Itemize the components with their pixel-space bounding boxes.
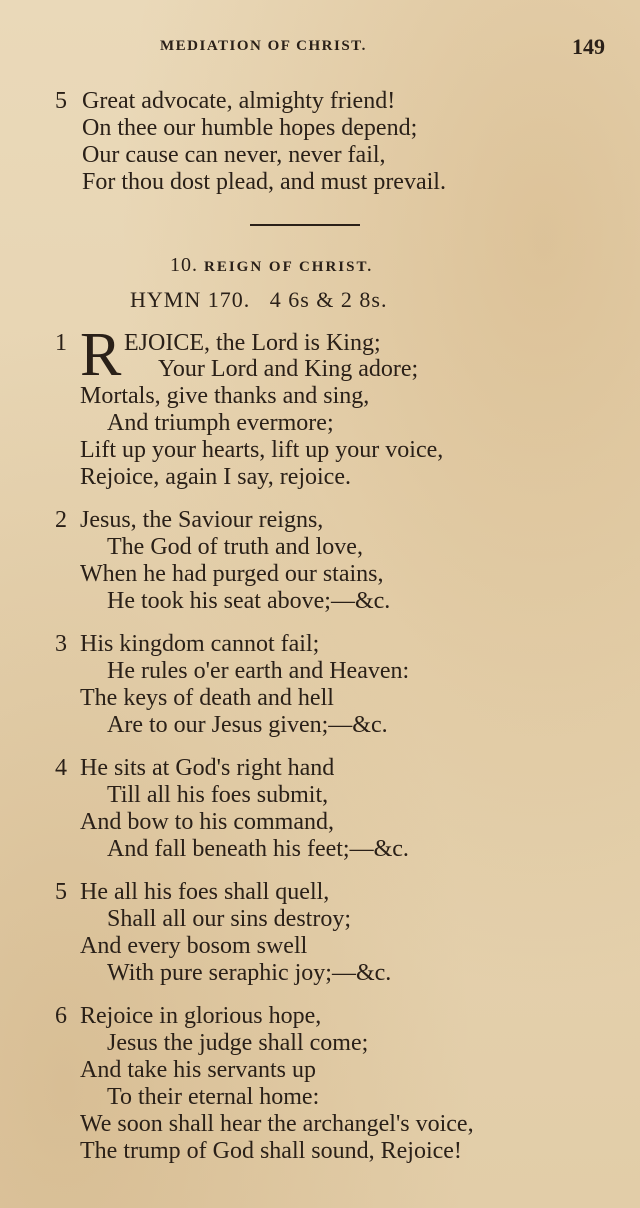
verse-line: And bow to his command, bbox=[80, 809, 334, 835]
section-number: 10. bbox=[170, 254, 198, 276]
stanza-number: 5 bbox=[55, 88, 67, 114]
verse-line: Great advocate, almighty friend! bbox=[82, 88, 396, 114]
verse-line: The trump of God shall sound, Rejoice! bbox=[80, 1138, 462, 1164]
verse-line: He sits at God's right hand bbox=[80, 755, 335, 781]
verse-line: He all his foes shall quell, bbox=[80, 879, 330, 905]
verse-line: He took his seat above;—&c. bbox=[107, 588, 391, 614]
section-title: REIGN OF CHRIST. bbox=[204, 259, 374, 275]
verse-line: Our cause can never, never fail, bbox=[82, 142, 386, 168]
stanza-number: 2 bbox=[55, 507, 67, 533]
verse-line: Jesus the judge shall come; bbox=[107, 1030, 369, 1056]
stanza-number: 3 bbox=[55, 631, 67, 657]
running-header: MEDIATION OF CHRIST. bbox=[160, 38, 367, 54]
verse-line: Rejoice in glorious hope, bbox=[80, 1003, 322, 1029]
verse-line: The God of truth and love, bbox=[107, 534, 363, 560]
verse-line: Mortals, give thanks and sing, bbox=[80, 383, 370, 409]
verse-line: Rejoice, again I say, rejoice. bbox=[80, 464, 351, 490]
verse-line: To their eternal home: bbox=[107, 1084, 320, 1110]
verse-line: And every bosom swell bbox=[80, 933, 308, 959]
hymn-heading bbox=[130, 287, 387, 313]
verse-line: EJOICE, the Lord is King; bbox=[124, 330, 381, 356]
stanza-number: 6 bbox=[55, 1003, 67, 1029]
verse-line: With pure seraphic joy;—&c. bbox=[107, 960, 392, 986]
verse-line: When he had purged our stains, bbox=[80, 561, 384, 587]
page-number: 149 bbox=[572, 34, 605, 59]
verse-line: Till all his foes submit, bbox=[107, 782, 329, 808]
verse-line: Jesus, the Saviour reigns, bbox=[80, 507, 324, 533]
verse-line: And take his servants up bbox=[80, 1057, 316, 1083]
verse-line: On thee our humble hopes depend; bbox=[82, 115, 418, 141]
section-heading bbox=[170, 254, 373, 277]
verse-line: We soon shall hear the archangel's voice, bbox=[80, 1111, 474, 1137]
verse-line: Your Lord and King adore; bbox=[158, 356, 419, 382]
verse-line: And fall beneath his feet;—&c. bbox=[107, 836, 409, 862]
verse-line: Lift up your hearts, lift up your voice, bbox=[80, 437, 444, 463]
drop-cap: R bbox=[80, 321, 122, 389]
verse-line: Shall all our sins destroy; bbox=[107, 906, 351, 932]
verse-line: His kingdom cannot fail; bbox=[80, 631, 320, 657]
stanza-number: 5 bbox=[55, 879, 67, 905]
verse-line: The keys of death and hell bbox=[80, 685, 334, 711]
section-divider bbox=[250, 224, 360, 226]
verse-line: Are to our Jesus given;—&c. bbox=[107, 712, 388, 738]
hymn-number: HYMN 170. bbox=[130, 287, 251, 312]
verse-line: And triumph evermore; bbox=[107, 410, 334, 436]
hymn-meter: 4 6s & 2 8s. bbox=[269, 287, 388, 312]
verse-line: He rules o'er earth and Heaven: bbox=[107, 658, 410, 684]
verse-line: For thou dost plead, and must prevail. bbox=[82, 169, 446, 195]
stanza-number: 4 bbox=[55, 755, 67, 781]
stanza-number: 1 bbox=[55, 330, 67, 356]
